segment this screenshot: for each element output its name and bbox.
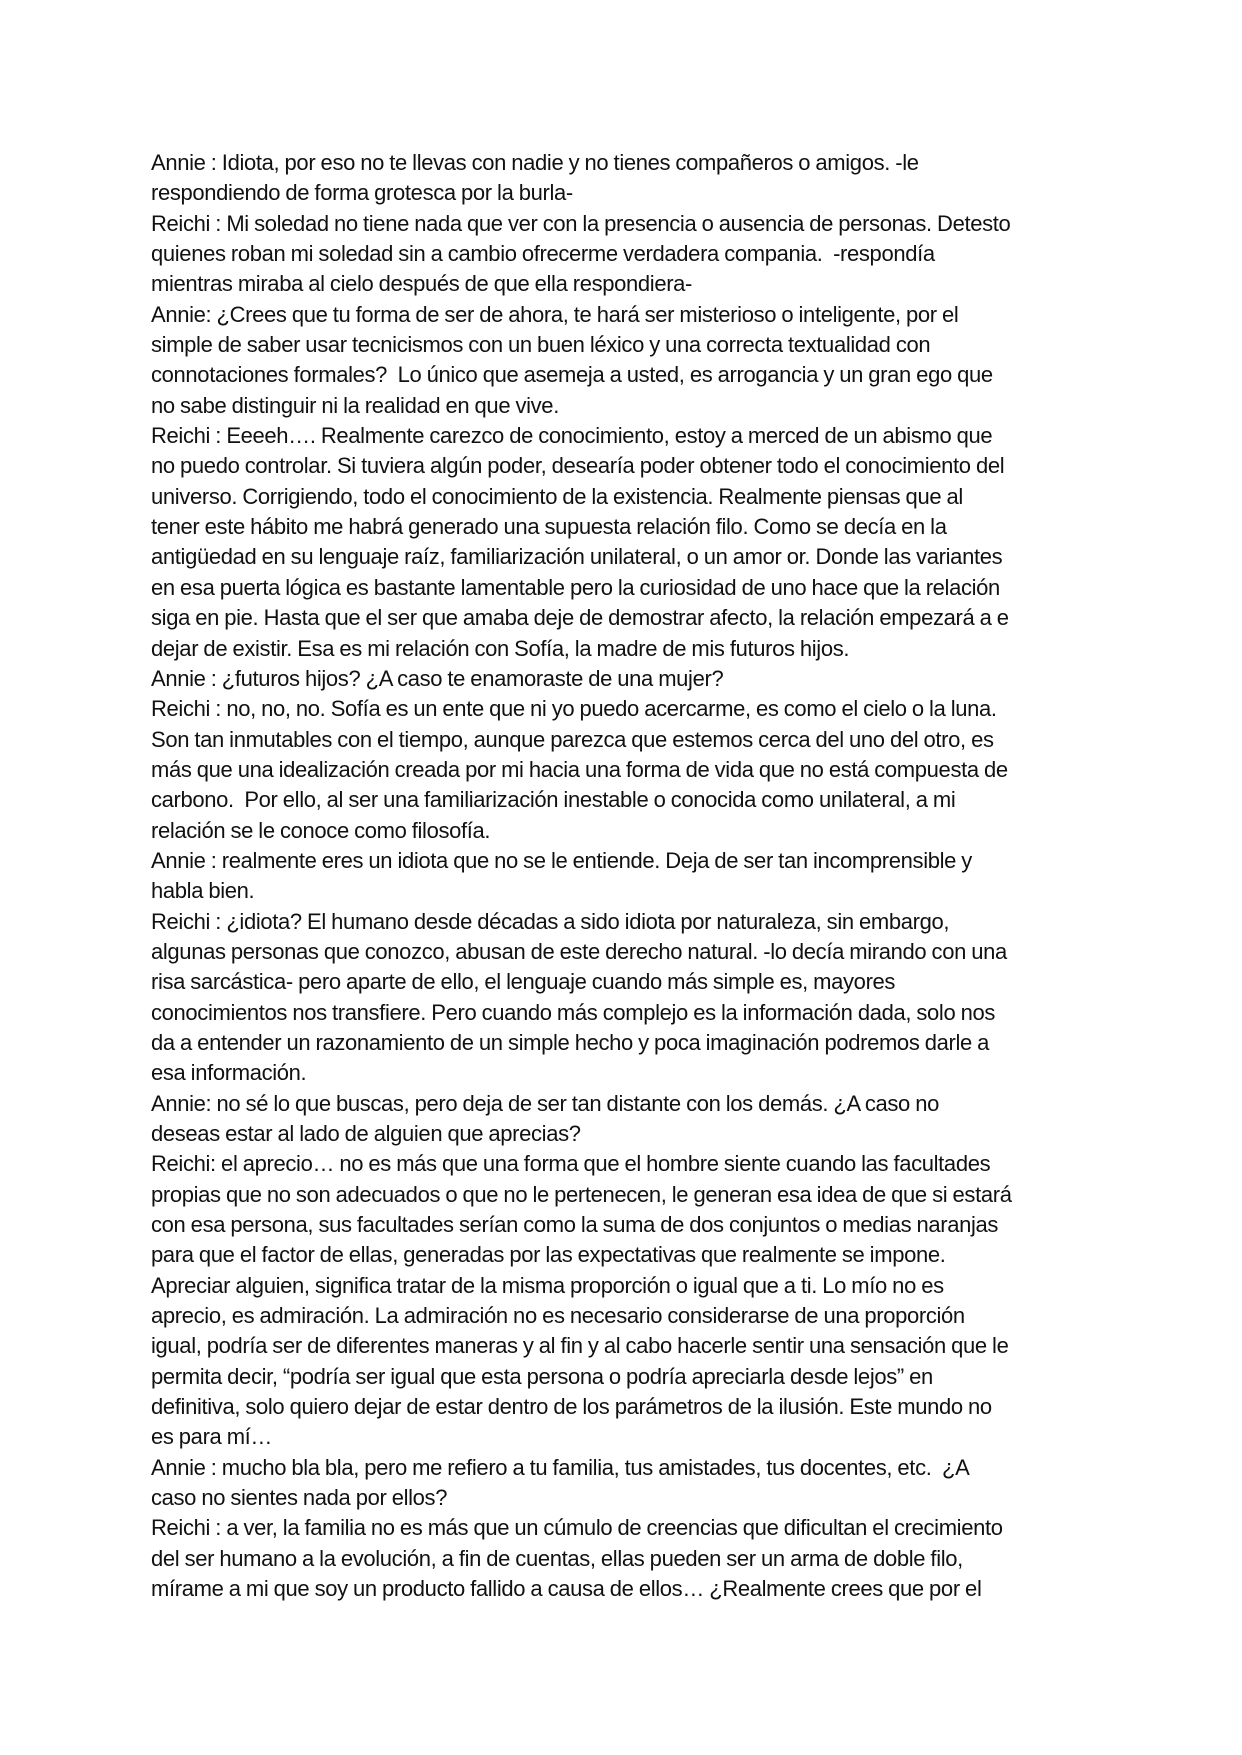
text-line: más que una idealización creada por mi hacia una forma de vida que no está compuesta de	[151, 756, 1008, 782]
text-line: del ser humano a la evolución, a fin de cuentas, ellas pueden ser un arma de doble filo,	[151, 1545, 963, 1571]
text-line: no sabe distinguir ni la realidad en que vive.	[151, 392, 559, 418]
text-line: Annie : mucho bla bla, pero me refiero a tu familia, tus amistades, tus docentes, etc. ¿A	[151, 1454, 970, 1480]
text-line: no puedo controlar. Si tuviera algún poder, desearía poder obtener todo el conocimiento del	[151, 453, 1005, 479]
text-line: relación se le conoce como filosofía.	[151, 817, 491, 843]
text-line: Annie : realmente eres un idiota que no se le entiende. Deja de ser tan incomprensible y	[151, 847, 972, 873]
text-line: quienes roban mi soledad sin a cambio ofrecerme verdadera compania. -respondía	[151, 241, 935, 267]
text-line: con esa persona, sus facultades serían como la suma de dos conjuntos o medias naranjas	[151, 1212, 999, 1238]
text-line: Annie : Idiota, por eso no te llevas con nadie y no tienes compañeros o amigos. -le	[151, 150, 919, 175]
document-body	[151, 148, 1111, 1605]
text-line: esa información.	[151, 1060, 307, 1086]
text-line: deseas estar al lado de alguien que aprecias?	[151, 1121, 581, 1146]
text-line: siga en pie. Hasta que el ser que amaba deje de demostrar afecto, la relación empezará a e	[151, 605, 1009, 631]
text-line: Reichi: el aprecio… no es más que una forma que el hombre siente cuando las facultades	[151, 1151, 991, 1177]
text-line: es para mí…	[151, 1424, 273, 1450]
text-line: risa sarcástica- pero aparte de ello, el lenguaje cuando más simple es, mayores	[151, 969, 896, 995]
text-line: Reichi : Mi soledad no tiene nada que ver con la presencia o ausencia de personas. Detesto	[151, 210, 1011, 236]
text-line: Son tan inmutables con el tiempo, aunque parezca que estemos cerca del uno del otro, es	[151, 726, 994, 752]
text-line: aprecio, es admiración. La admiración no es necesario considerarse de una proporción	[151, 1303, 965, 1329]
text-line: respondiendo de forma grotesca por la burla-	[151, 180, 573, 206]
text-line: Annie: no sé lo que buscas, pero deja de ser tan distante con los demás. ¿A caso no	[151, 1090, 939, 1116]
text-line: mírame a mi que soy un producto fallido a causa de ellos… ¿Realmente crees que por el	[151, 1576, 982, 1602]
text-line: en esa puerta lógica es bastante lamentable pero la curiosidad de uno hace que la relación	[151, 574, 1000, 600]
text-line: simple de saber usar tecnicismos con un buen léxico y una correcta textualidad con	[151, 332, 931, 358]
text-line: igual, podría ser de diferentes maneras y al fin y al cabo hacerle sentir una sensación que le	[151, 1333, 1009, 1359]
text-line: definitiva, solo quiero dejar de estar dentro de los parámetros de la ilusión. Este mundo no	[151, 1394, 992, 1420]
text-line: tener este hábito me habrá generado una supuesta relación filo. Como se decía en la	[151, 514, 947, 540]
text-line: Reichi : a ver, la familia no es más que un cúmulo de creencias que dificultan el crecimiento	[151, 1515, 1003, 1541]
text-line: universo. Corrigiendo, todo el conocimiento de la existencia. Realmente piensas que al	[151, 483, 963, 509]
text-line: Apreciar alguien, significa tratar de la misma proporción o igual que a ti. Lo mío no es	[151, 1272, 944, 1298]
text-line: permita decir, “podría ser igual que esta persona o podría apreciarla desde lejos” en	[151, 1363, 933, 1389]
text-line: Reichi : Eeeeh…. Realmente carezco de conocimiento, estoy a merced de un abismo que	[151, 423, 993, 449]
text-line: para que el factor de ellas, generadas por las expectativas que realmente se impone.	[151, 1242, 946, 1268]
text-line: conocimientos nos transfiere. Pero cuando más complejo es la información dada, solo nos	[151, 999, 996, 1025]
text-line: caso no sientes nada por ellos?	[151, 1485, 448, 1511]
text-line: Annie : ¿futuros hijos? ¿A caso te enamoraste de una mujer?	[151, 665, 724, 691]
text-line: da a entender un razonamiento de un simple hecho y poca imaginación podremos darle a	[151, 1029, 990, 1055]
text-line: habla bien.	[151, 878, 255, 904]
text-line: algunas personas que conozco, abusan de este derecho natural. -lo decía mirando con una	[151, 938, 1007, 964]
text-line: antigüedad en su lenguaje raíz, familiarización unilateral, o un amor or. Donde las variantes	[151, 544, 1003, 570]
text-line: connotaciones formales? Lo único que asemeja a usted, es arrogancia y un gran ego que	[151, 362, 993, 388]
text-line: mientras miraba al cielo después de que ella respondiera-	[151, 271, 693, 297]
text-line: carbono. Por ello, al ser una familiarización inestable o conocida como unilateral, a mi	[151, 787, 956, 813]
text-line: Annie: ¿Crees que tu forma de ser de ahora, te hará ser misterioso o inteligente, por el	[151, 301, 959, 327]
text-line: Reichi : no, no, no. Sofía es un ente que ni yo puedo acercarme, es como el cielo o la luna.	[151, 696, 997, 722]
text-line: propias que no son adecuados o que no le pertenecen, le generan esa idea de que si estará	[151, 1181, 1012, 1207]
text-line: dejar de existir. Esa es mi relación con Sofía, la madre de mis futuros hijos.	[151, 635, 850, 661]
text-line: Reichi : ¿idiota? El humano desde décadas a sido idiota por naturaleza, sin embargo,	[151, 908, 950, 934]
